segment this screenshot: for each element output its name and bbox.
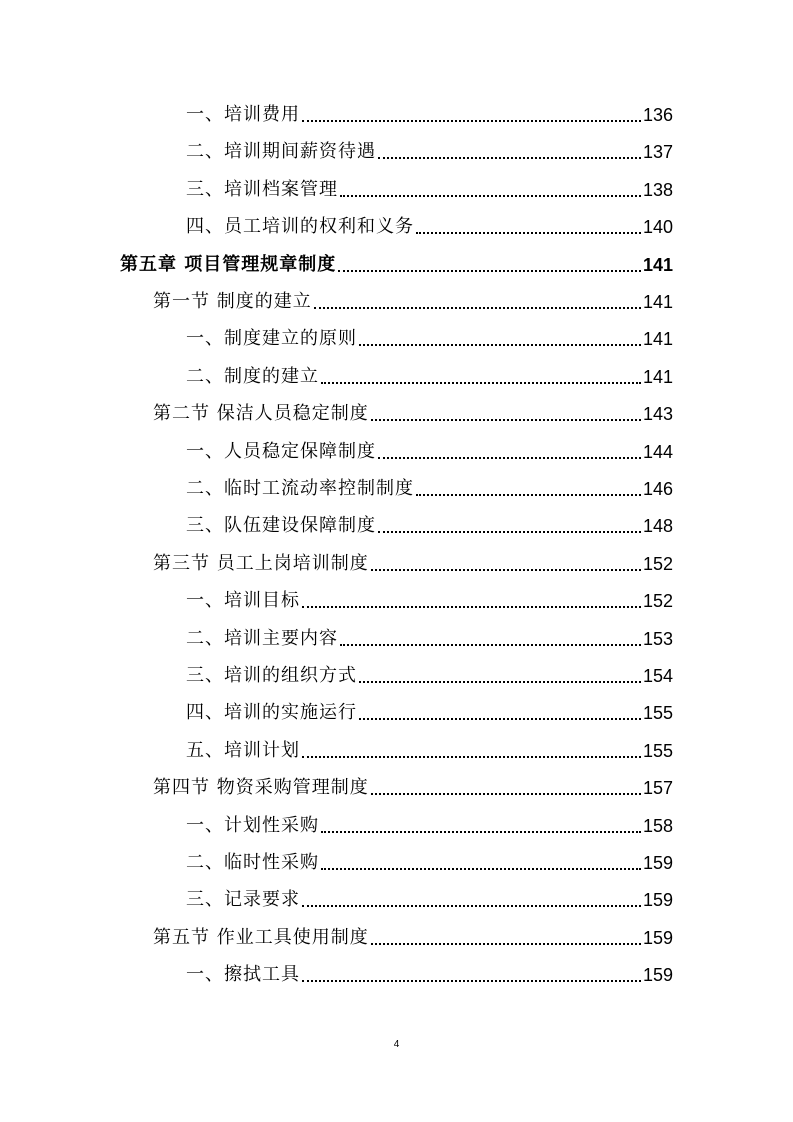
toc-entry-title: 一、计划性采购	[186, 815, 319, 836]
toc-entry	[186, 138, 673, 166]
toc-entry-page: 141	[642, 255, 673, 275]
toc-entry-title: 第二节 保洁人员稳定制度	[153, 403, 369, 424]
toc-entry-title: 三、培训档案管理	[186, 179, 338, 200]
toc-section-entry	[153, 924, 673, 952]
toc-entry-page: 155	[642, 703, 673, 723]
toc-entry	[186, 587, 673, 615]
toc-entry	[186, 625, 673, 653]
toc-leader	[321, 831, 641, 833]
toc-leader	[416, 494, 641, 496]
toc-entry-title: 二、临时性采购	[186, 852, 319, 873]
toc-entry-title: 一、培训目标	[186, 590, 300, 611]
toc-leader	[314, 307, 641, 309]
toc-entry-page: 140	[642, 217, 673, 237]
toc-leader	[371, 419, 641, 421]
toc-entry-page: 159	[642, 853, 673, 873]
toc-leader	[340, 195, 641, 197]
toc-entry-title: 第一节 制度的建立	[153, 291, 312, 312]
toc-entry	[186, 699, 673, 727]
toc-entry-page: 144	[642, 442, 673, 462]
toc-entry-title: 四、员工培训的权利和义务	[186, 216, 414, 237]
toc-entry	[186, 662, 673, 690]
toc-entry-page: 159	[642, 965, 673, 985]
toc-entry-title: 三、记录要求	[186, 889, 300, 910]
toc-entry-title: 第五章 项目管理规章制度	[120, 254, 337, 275]
toc-entry-title: 一、培训费用	[186, 104, 300, 125]
toc-section-entry	[153, 288, 673, 316]
toc-leader	[371, 793, 641, 795]
toc-entry-page: 141	[642, 292, 673, 312]
toc-entry-page: 138	[642, 180, 673, 200]
toc-leader	[416, 232, 641, 234]
toc-entry-page: 143	[642, 404, 673, 424]
toc-leader	[302, 905, 641, 907]
toc-entry	[186, 101, 673, 129]
toc-entry-title: 一、制度建立的原则	[186, 328, 357, 349]
toc-entry	[186, 176, 673, 204]
toc-leader	[340, 644, 641, 646]
toc-leader	[338, 270, 641, 272]
toc-entry	[186, 886, 673, 914]
toc-leader	[371, 943, 641, 945]
toc-chapter-entry	[120, 251, 673, 279]
toc-leader	[378, 531, 641, 533]
toc-leader	[359, 718, 641, 720]
toc-leader	[302, 606, 641, 608]
toc-entry-title: 一、擦拭工具	[186, 964, 300, 985]
toc-section-entry	[153, 550, 673, 578]
toc-entry-page: 152	[642, 554, 673, 574]
toc-entry-title: 二、培训期间薪资待遇	[186, 141, 376, 162]
toc-entry-page: 155	[642, 741, 673, 761]
toc-entry-title: 一、人员稳定保障制度	[186, 441, 376, 462]
toc-leader	[302, 120, 641, 122]
toc-entry-title: 三、培训的组织方式	[186, 665, 357, 686]
toc-entry-page: 159	[642, 890, 673, 910]
toc-entry-page: 141	[642, 367, 673, 387]
toc-entry-title: 三、队伍建设保障制度	[186, 515, 376, 536]
toc-entry-title: 第四节 物资采购管理制度	[153, 777, 369, 798]
toc-entry-page: 159	[642, 928, 673, 948]
toc-entry-title: 四、培训的实施运行	[186, 702, 357, 723]
toc-leader	[302, 980, 641, 982]
toc-entry	[186, 812, 673, 840]
toc-entry	[186, 849, 673, 877]
toc-leader	[359, 681, 641, 683]
page-number: 4	[393, 1039, 400, 1050]
toc-leader	[321, 868, 641, 870]
toc-entry-page: 157	[642, 778, 673, 798]
toc-section-entry	[153, 774, 673, 802]
toc-entry-page: 153	[642, 629, 673, 649]
toc-leader	[378, 457, 641, 459]
toc-entry-title: 二、培训主要内容	[186, 628, 338, 649]
toc-entry-title: 第五节 作业工具使用制度	[153, 927, 369, 948]
toc-entry	[186, 961, 673, 989]
toc-entry-page: 146	[642, 479, 673, 499]
toc-entry-page: 137	[642, 142, 673, 162]
toc-entry-page: 158	[642, 816, 673, 836]
toc-leader	[302, 756, 641, 758]
toc-entry	[186, 325, 673, 353]
toc-entry	[186, 475, 673, 503]
toc-leader	[321, 382, 641, 384]
toc-entry-page: 136	[642, 105, 673, 125]
toc-entry	[186, 213, 673, 241]
toc-entry-title: 第三节 员工上岗培训制度	[153, 553, 369, 574]
toc-entry	[186, 512, 673, 540]
toc-entry-title: 二、制度的建立	[186, 366, 319, 387]
toc-leader	[371, 569, 641, 571]
toc-entry	[186, 363, 673, 391]
toc-entry	[186, 737, 673, 765]
toc-entry-title: 二、临时工流动率控制制度	[186, 478, 414, 499]
toc-entry-page: 152	[642, 591, 673, 611]
toc-entry-page: 154	[642, 666, 673, 686]
toc-entry-page: 148	[642, 516, 673, 536]
toc-section-entry	[153, 400, 673, 428]
toc-entry-page: 141	[642, 329, 673, 349]
toc-leader	[359, 344, 641, 346]
toc-entry-title: 五、培训计划	[186, 740, 300, 761]
toc-leader	[378, 157, 641, 159]
toc-entry	[186, 438, 673, 466]
